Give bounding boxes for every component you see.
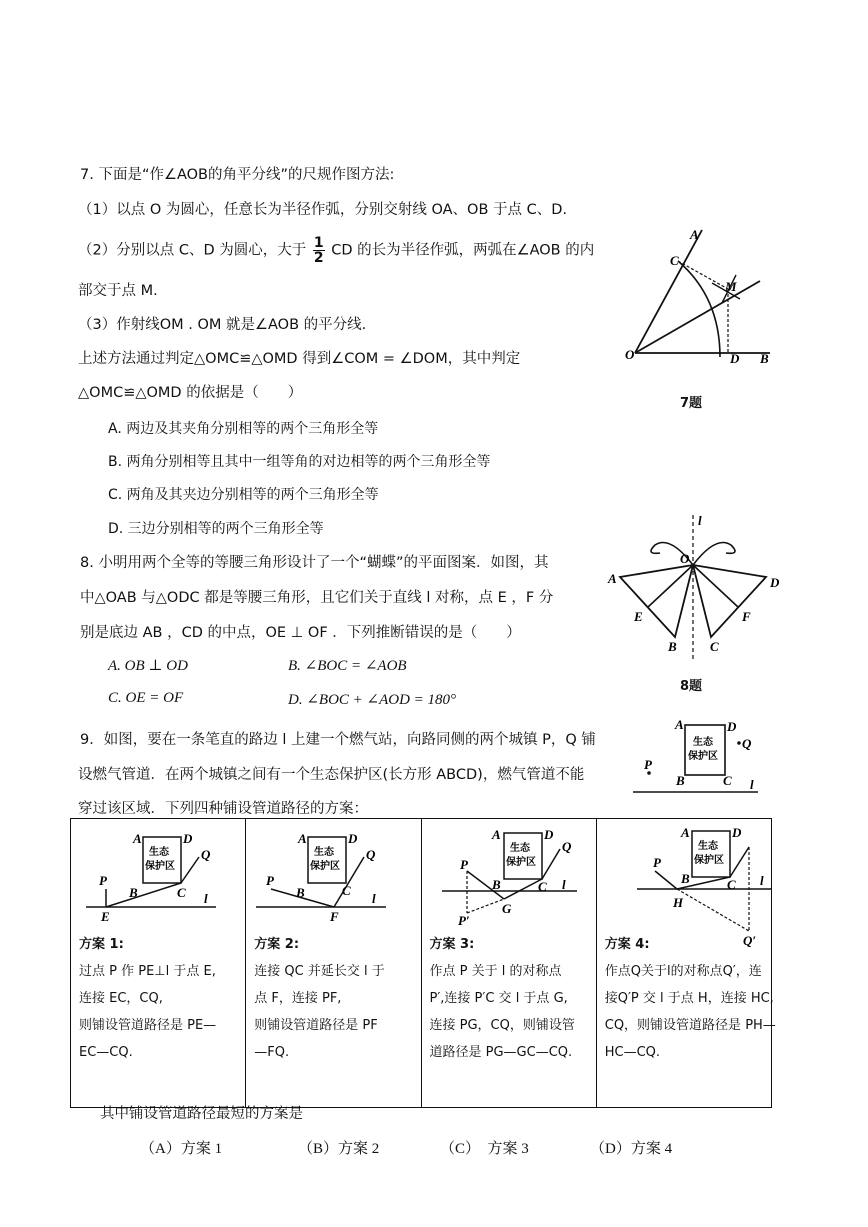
svg-text:B: B [680, 871, 690, 886]
svg-text:保护区: 保护区 [145, 861, 175, 872]
plan-1-line: 过点 P 作 PE⊥l 于点 E, [79, 964, 216, 979]
plan-3-line: 连接 PG，CQ，则铺设管 [429, 1018, 575, 1033]
svg-text:C: C [342, 883, 351, 898]
svg-text:H: H [672, 895, 683, 910]
plan-4-line: 接Q′P 交 l 于点 H，连接 HC, [604, 991, 774, 1006]
plan-2-figure [246, 819, 406, 929]
q7-step2-c: 部交于点 M. [78, 283, 158, 299]
q7-line-b: △OMC≌△OMD 的依据是（ ） [78, 385, 303, 401]
q8-label-f: F [742, 609, 751, 624]
q8-line3: 别是底边 AB ，CD 的中点，OE ⊥ OF ．下列推断错误的是（ ） [80, 625, 521, 641]
q7-step1: （1）以点 O 为圆心，任意长为半径作弧，分别交射线 OA、OB 于点 C、D. [78, 202, 568, 218]
svg-text:l: l [204, 891, 208, 906]
plan-1-line: 连接 EC，CQ, [79, 991, 163, 1006]
q9-question: 其中铺设管道路径最短的方案是 [100, 1106, 303, 1122]
svg-text:C: C [726, 877, 736, 892]
q7-label-d: D [730, 351, 740, 366]
q7-option-d: D. 三边分别相等的两个三角形全等 [108, 521, 324, 537]
q8-label-l: l [698, 513, 702, 528]
q7-step2-a: （2）分别以点 C、D 为圆心，大于 [78, 242, 307, 259]
q7-figure [620, 225, 780, 375]
plan-2-line: —FQ. [254, 1045, 290, 1060]
plan-2-title: 方案 2: [254, 937, 300, 952]
q7-option-c: C. 两角及其夹边分别相等的两个三角形全等 [108, 487, 379, 503]
plan-1-title: 方案 1: [79, 937, 124, 952]
svg-text:D: D [731, 825, 742, 840]
svg-text:保护区: 保护区 [310, 861, 341, 872]
svg-text:D: D [727, 719, 737, 734]
q9-figure [630, 715, 770, 800]
svg-text:保护区: 保护区 [693, 855, 724, 866]
q8-figure [600, 515, 790, 665]
q7-step2 [78, 236, 594, 265]
q9-line1: 9．如图，要在一条笔直的路边 l 上建一个燃气站，向路同侧的两个城镇 P，Q 铺 [80, 732, 596, 748]
svg-text:P: P [644, 757, 652, 772]
svg-text:保护区: 保护区 [505, 857, 536, 868]
plan-2-line: 点 F，连接 PF, [254, 991, 342, 1006]
svg-text:A: A [491, 827, 501, 842]
svg-text:P: P [652, 855, 661, 870]
q8-label-c: C [710, 639, 719, 654]
plan-4-line: CQ，则铺设管道路径是 PH— [604, 1018, 776, 1033]
q7-frac-num: 1 [313, 235, 324, 251]
svg-text:Q: Q [201, 847, 211, 862]
q8-option-a: A. OB ⊥ OD [108, 658, 188, 674]
svg-text:Q: Q [366, 847, 376, 862]
svg-text:生态: 生态 [149, 847, 169, 858]
q7-option-a: A. 两边及其夹角分别相等的两个三角形全等 [108, 421, 379, 437]
svg-text:C: C [537, 879, 547, 894]
svg-text:Q′: Q′ [742, 933, 756, 948]
q7-step2-b: CD 的长为半径作弧，两弧在∠AOB 的内 [331, 242, 595, 259]
q8-caption: 8题 [680, 679, 703, 694]
svg-text:G: G [501, 901, 511, 916]
q9-option-b: （B）方案 2 [298, 1141, 380, 1157]
plan-3-line: P′,连接 P′C 交 l 于点 G, [429, 991, 568, 1006]
q9-line3: 穿过该区域．下列四种铺设管道路径的方案： [78, 801, 368, 817]
plan-3-title: 方案 3: [429, 937, 475, 952]
plan-3-cell [421, 819, 596, 1108]
q7-stem: 7. 下面是“作∠AOB的角平分线”的尺规作图方法: [80, 167, 395, 183]
q7-label-b: B [760, 351, 769, 366]
plan-4-title: 方案 4: [604, 937, 650, 952]
q9-plans-table [70, 818, 776, 1108]
q9-option-d: （D）方案 4 [590, 1141, 673, 1157]
q8-line2: 中△OAB 与△ODC 都是等腰三角形，且它们关于直线 l 对称，点 E ，F 分 [80, 590, 554, 606]
svg-text:l: l [750, 777, 754, 792]
plan-3-text [430, 931, 590, 1066]
plan-3-line: 作点 P 关于 l 的对称点 [429, 964, 562, 979]
q9-option-c: （C） 方案 3 [440, 1141, 529, 1157]
svg-text:D: D [543, 827, 553, 842]
q7-fraction [313, 236, 325, 265]
q9-option-a: （A）方案 1 [140, 1141, 223, 1157]
plan-2-text [254, 931, 414, 1066]
q7-option-b: B. 两角分别相等且其中一组等角的对边相等的两个三角形全等 [108, 454, 491, 470]
plan-1-cell [71, 819, 246, 1108]
q7-label-a: A [690, 227, 699, 242]
plan-2-line: 则铺设管道路径是 PF [254, 1018, 378, 1033]
q8-line1: 8. 小明用两个全等的等腰三角形设计了一个“蝴蝶”的平面图案．如图，其 [80, 555, 549, 571]
svg-text:B: B [296, 885, 305, 900]
q9-line2: 设燃气管道．在两个城镇之间有一个生态保护区(长方形 ABCD)，燃气管道不能 [78, 767, 585, 783]
svg-text:A: A [675, 717, 684, 732]
plan-1-line: 则铺设管道路径是 PE— [79, 1018, 217, 1033]
plan-4-line: 作点Q关于l的对称点Q′，连 [604, 964, 762, 979]
q7-step3: （3）作射线OM . OM 就是∠AOB 的平分线. [78, 317, 367, 333]
plan-1-figure [71, 819, 241, 929]
plan-4-cell [596, 819, 776, 1108]
svg-text:A: A [133, 831, 142, 846]
svg-text:F: F [330, 909, 339, 924]
svg-text:A: A [298, 831, 307, 846]
svg-text:D: D [183, 831, 193, 846]
plan-4-text [605, 931, 777, 1066]
svg-text:l: l [759, 873, 764, 888]
svg-text:l: l [372, 891, 376, 906]
svg-text:C: C [723, 773, 732, 788]
plan-1-line: EC—CQ. [79, 1045, 133, 1060]
q7-line-a: 上述方法通过判定△OMC≌△OMD 得到∠COM = ∠DOM，其中判定 [78, 351, 521, 367]
plan-3-figure [422, 819, 597, 929]
q7-frac-den: 2 [313, 250, 324, 266]
plan-2-cell [246, 819, 421, 1108]
svg-text:B: B [129, 885, 138, 900]
svg-text:生态: 生态 [314, 847, 335, 858]
svg-text:P′: P′ [457, 913, 470, 928]
plan-4-line: HC—CQ. [604, 1045, 661, 1060]
q8-option-b: B. ∠BOC = ∠AOB [288, 658, 407, 674]
svg-text:D: D [348, 831, 358, 846]
q9-zone-label-2: 保护区 [688, 751, 718, 762]
svg-text:生态: 生态 [509, 843, 530, 854]
q8-label-d: D [770, 575, 780, 590]
svg-text:P: P [459, 857, 468, 872]
svg-text:Q: Q [561, 839, 571, 854]
q7-label-o: O [625, 347, 635, 362]
svg-text:P: P [266, 873, 275, 888]
svg-text:C: C [177, 885, 186, 900]
q8-label-e: E [634, 609, 643, 624]
svg-text:P: P [99, 873, 107, 888]
q7-label-m: M [725, 279, 737, 294]
q8-option-d: D. ∠BOC + ∠AOD = 180° [288, 692, 457, 708]
svg-text:生态: 生态 [697, 841, 718, 852]
q8-option-c: C. OE = OF [108, 690, 184, 706]
svg-text:A: A [680, 825, 690, 840]
svg-text:l: l [561, 877, 566, 892]
svg-text:Q: Q [742, 736, 752, 751]
q7-label-c: C [670, 253, 679, 268]
svg-text:B: B [491, 877, 501, 892]
plan-2-line: 连接 QC 并延长交 l 于 [254, 964, 385, 979]
plan-1-text [79, 931, 239, 1066]
plan-3-line: 道路径是 PG—GC—CQ. [429, 1045, 573, 1060]
q9-zone-label-1: 生态 [693, 737, 713, 748]
q7-caption: 7题 [680, 396, 703, 411]
q8-label-o: O [680, 551, 690, 566]
q8-label-b: B [668, 639, 677, 654]
q8-label-a: A [608, 571, 617, 586]
svg-text:E: E [101, 909, 110, 924]
svg-text:B: B [676, 773, 685, 788]
